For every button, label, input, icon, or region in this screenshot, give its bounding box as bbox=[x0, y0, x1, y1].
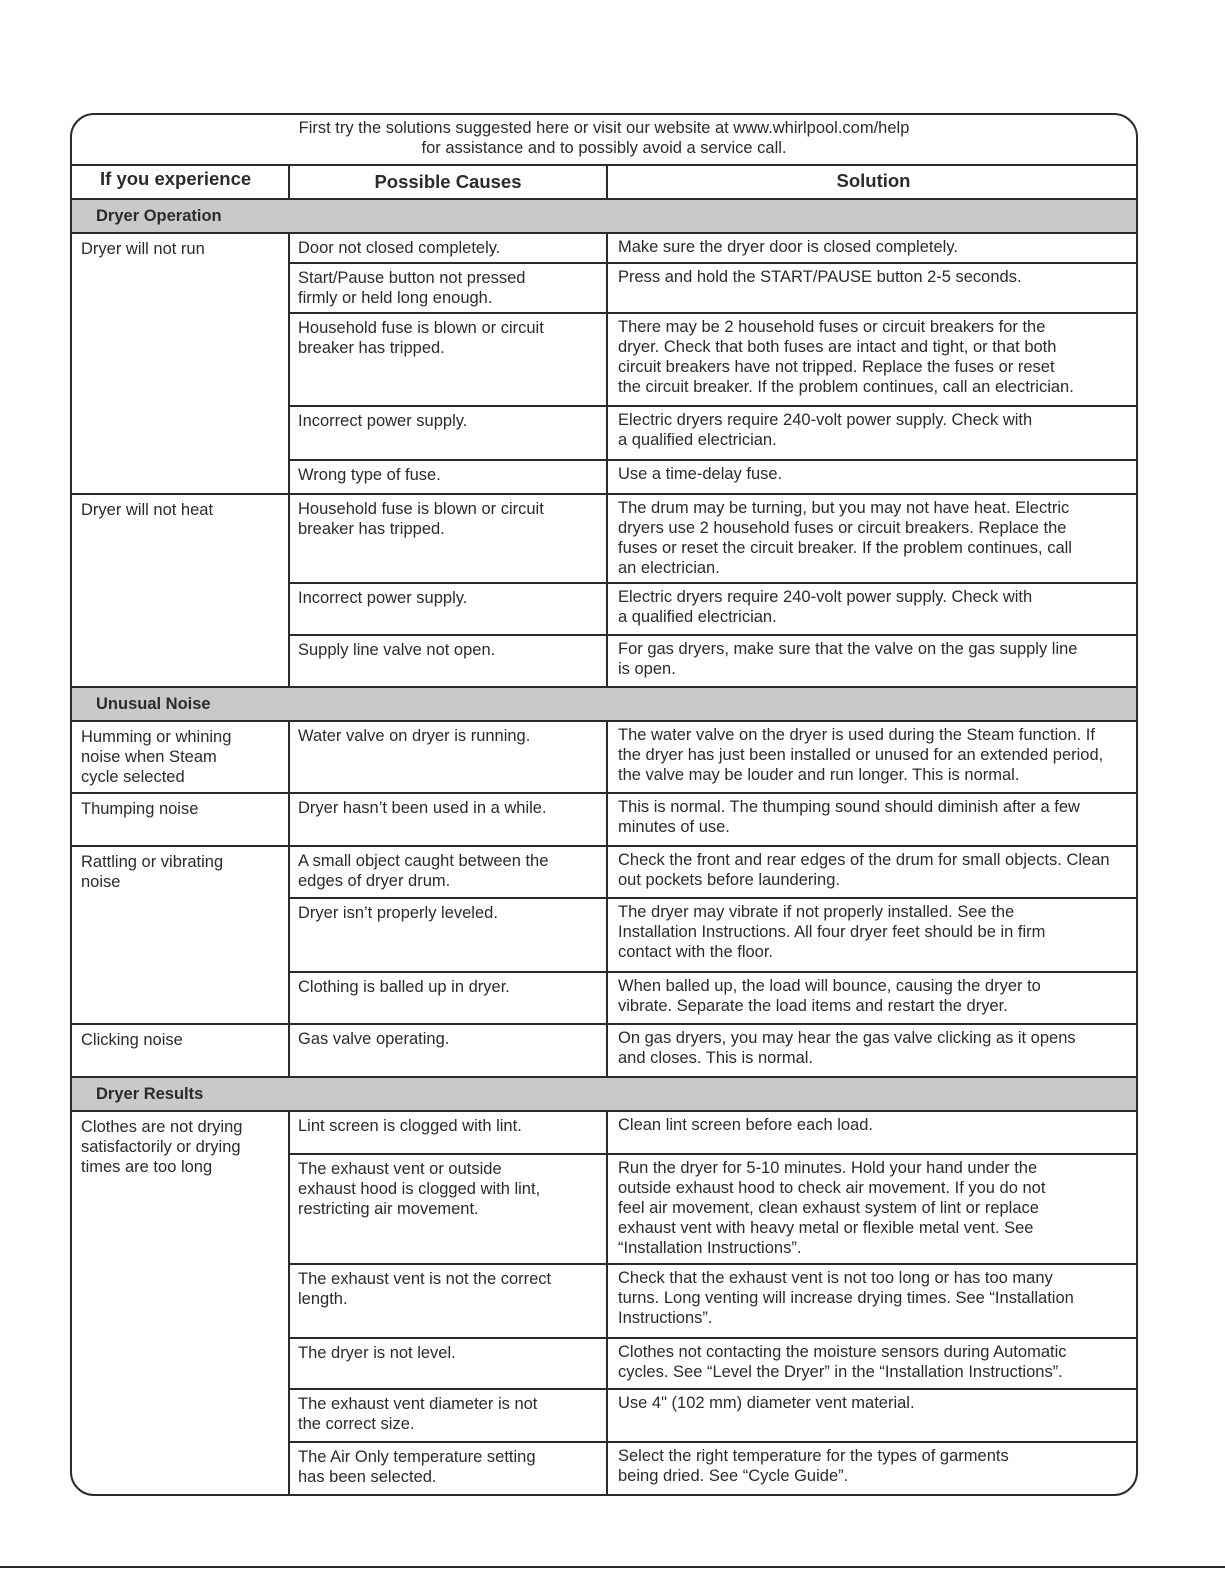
cause-cell: A small object caught between the edges of dryer drum. bbox=[298, 852, 549, 890]
intro-line-2: for assistance and to possibly avoid a service call. bbox=[421, 139, 787, 157]
cause-cell: Gas valve operating. bbox=[298, 1030, 450, 1048]
solution-cell: Make sure the dryer door is closed completely. bbox=[618, 238, 958, 256]
solution-cell: Use a time-delay fuse. bbox=[618, 465, 783, 483]
problem-cell: Thumping noise bbox=[81, 800, 199, 818]
solution-cell: Check the front and rear edges of the drum for small objects. Clean out pockets before laundering. bbox=[618, 851, 1110, 889]
solution-cell: This is normal. The thumping sound should diminish after a few minutes of use. bbox=[618, 798, 1080, 836]
cause-cell: Household fuse is blown or circuit breaker has tripped. bbox=[298, 500, 544, 538]
header-possible-causes: Possible Causes bbox=[374, 171, 522, 192]
cause-cell: Door not closed completely. bbox=[298, 239, 501, 257]
solution-cell: The dryer may vibrate if not properly installed. See the Installation Instructions. All four dryer feet should be in firm contact with the floor. bbox=[618, 903, 1046, 961]
cause-cell: Incorrect power supply. bbox=[298, 589, 468, 607]
section-title: Dryer Results bbox=[96, 1085, 204, 1103]
cause-cell: The exhaust vent or outside exhaust hood is clogged with lint, restricting air movement. bbox=[298, 1160, 541, 1218]
solution-cell: There may be 2 household fuses or circuit breakers for the dryer. Check that both fuses are intact and tight, or that both circuit breakers have not tripped. Replace the fuses or reset the circuit breaker. If the problem continues, call an electrician. bbox=[618, 318, 1074, 396]
solution-cell: Electric dryers require 240-volt power supply. Check with a qualified electrician. bbox=[618, 411, 1033, 449]
solution-cell: Use 4" (102 mm) diameter vent material. bbox=[618, 1394, 915, 1412]
page-bottom-rule bbox=[0, 1566, 1225, 1568]
table-cells bbox=[72, 115, 1138, 1496]
solution-cell: The drum may be turning, but you may not have heat. Electric dryers use 2 household fuses or circuit breakers. Replace the fuses or reset the circuit breaker. If the problem continues, call an electrician. bbox=[618, 499, 1072, 577]
header-solution: Solution bbox=[836, 170, 911, 191]
solution-cell: Check that the exhaust vent is not too long or has too many turns. Long venting will increase drying times. See “Installation Instructions”. bbox=[618, 1269, 1074, 1327]
solution-cell: The water valve on the dryer is used during the Steam function. If the dryer has just been installed or unused for an extended period, the valve may be louder and run longer. This is normal. bbox=[618, 726, 1104, 784]
cause-cell: Supply line valve not open. bbox=[298, 641, 496, 659]
cause-cell: Dryer isn’t properly leveled. bbox=[298, 904, 498, 922]
solution-cell: Electric dryers require 240-volt power supply. Check with a qualified electrician. bbox=[618, 588, 1033, 626]
cause-cell: Wrong type of fuse. bbox=[298, 466, 441, 484]
cause-cell: Lint screen is clogged with lint. bbox=[298, 1117, 522, 1135]
solution-cell: Clothes not contacting the moisture sensors during Automatic cycles. See “Level the Dryer” in the “Installation Instructions”. bbox=[618, 1343, 1067, 1381]
problem-cell: Clicking noise bbox=[81, 1031, 183, 1049]
cause-cell: Dryer hasn’t been used in a while. bbox=[298, 799, 547, 817]
section-title: Unusual Noise bbox=[96, 695, 211, 713]
cause-cell: Start/Pause button not pressed firmly or held long enough. bbox=[298, 269, 526, 307]
solution-cell: For gas dryers, make sure that the valve on the gas supply line is open. bbox=[618, 640, 1078, 678]
solution-cell: On gas dryers, you may hear the gas valve clicking as it opens and closes. This is normal. bbox=[618, 1029, 1076, 1067]
troubleshooting-table bbox=[70, 113, 1138, 1496]
problem-cell: Humming or whining noise when Steam cycle selected bbox=[81, 728, 232, 786]
header-if-you-experience: If you experience bbox=[100, 168, 252, 189]
intro-line-1: First try the solutions suggested here or visit our website at www.whirlpool.com/help bbox=[298, 119, 910, 137]
section-title: Dryer Operation bbox=[96, 207, 222, 225]
solution-cell: Select the right temperature for the types of garments being dried. See “Cycle Guide”. bbox=[618, 1447, 1009, 1485]
cause-cell: Clothing is balled up in dryer. bbox=[298, 978, 510, 996]
solution-cell: Run the dryer for 5-10 minutes. Hold your hand under the outside exhaust hood to check air movement. If you do not feel air movement, clean exhaust system of lint or replace exhaust vent with heavy metal or flexible metal vent. See “Installation Instructions”. bbox=[618, 1159, 1046, 1257]
solution-cell: Clean lint screen before each load. bbox=[618, 1116, 873, 1134]
cause-cell: Water valve on dryer is running. bbox=[298, 727, 531, 745]
solution-cell: When balled up, the load will bounce, causing the dryer to vibrate. Separate the load items and restart the dryer. bbox=[618, 977, 1041, 1015]
cause-cell: The dryer is not level. bbox=[298, 1344, 456, 1362]
problem-cell: Dryer will not run bbox=[81, 240, 205, 258]
cause-cell: Household fuse is blown or circuit breaker has tripped. bbox=[298, 319, 544, 357]
cause-cell: Incorrect power supply. bbox=[298, 412, 468, 430]
problem-cell: Clothes are not drying satisfactorily or drying times are too long bbox=[81, 1118, 243, 1176]
solution-cell: Press and hold the START/PAUSE button 2-5 seconds. bbox=[618, 268, 1022, 286]
problem-cell: Rattling or vibrating noise bbox=[81, 853, 224, 891]
cause-cell: The exhaust vent is not the correct length. bbox=[298, 1270, 552, 1308]
cause-cell: The exhaust vent diameter is not the correct size. bbox=[298, 1395, 538, 1433]
problem-cell: Dryer will not heat bbox=[81, 501, 214, 519]
cause-cell: The Air Only temperature setting has been selected. bbox=[298, 1448, 536, 1486]
